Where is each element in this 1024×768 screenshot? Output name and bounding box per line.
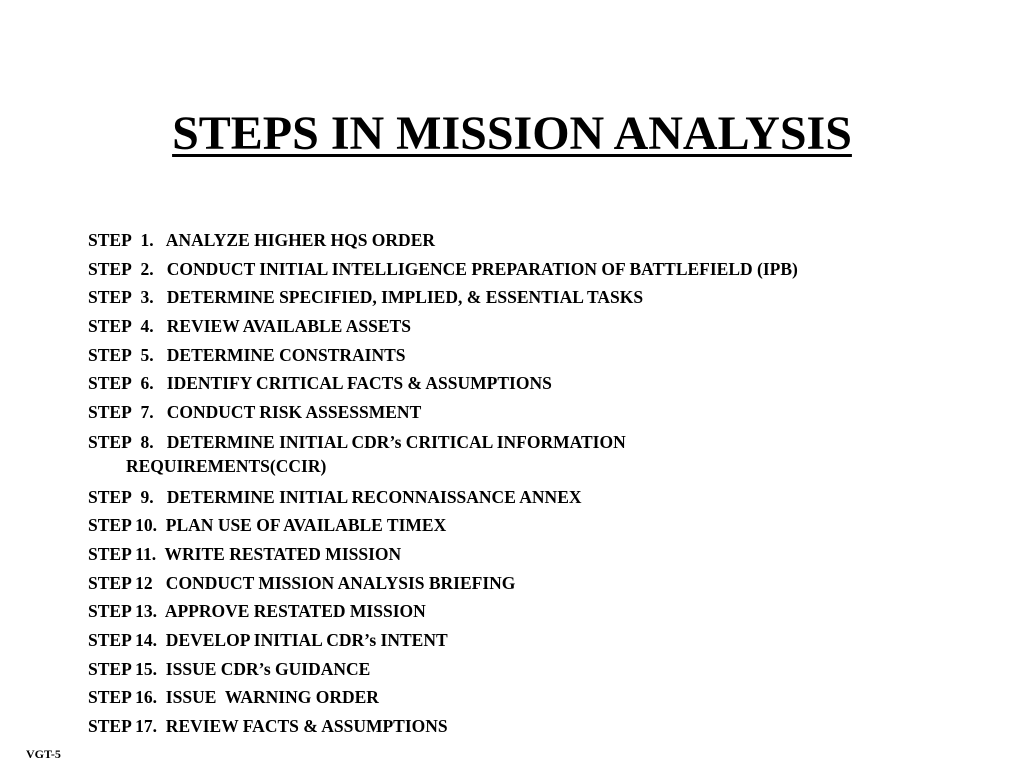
slide-footer-code: VGT-5 <box>26 747 61 761</box>
step-item-1: STEP 1. ANALYZE HIGHER HQS ORDER <box>88 230 436 250</box>
step-item-7: STEP 7. CONDUCT RISK ASSESSMENT <box>88 402 422 423</box>
step-item-14: STEP 14. DEVELOP INITIAL CDR’s INTENT <box>88 629 448 650</box>
step-item-8-line2: REQUIREMENTS(CCIR) <box>126 456 327 477</box>
step-item-16: STEP 16. ISSUE WARNING ORDER <box>88 687 379 708</box>
steps-list <box>88 229 988 744</box>
step-item-2: STEP 2. CONDUCT INITIAL INTELLIGENCE PREPARATION OF BATTLEFIELD (IPB) <box>88 258 798 279</box>
step-item-13: STEP 13. APPROVE RESTATED MISSION <box>88 601 426 622</box>
step-item-17: STEP 17. REVIEW FACTS & ASSUMPTIONS <box>88 716 448 736</box>
step-item-11: STEP 11. WRITE RESTATED MISSION <box>88 543 402 564</box>
step-item-9: STEP 9. DETERMINE INITIAL RECONNAISSANCE ANNEX <box>88 486 582 507</box>
slide-title <box>0 104 1024 164</box>
step-item-8-line1: STEP 8. DETERMINE INITIAL CDR’s CRITICAL INFORMATION <box>88 431 626 452</box>
step-item-8 <box>88 430 988 479</box>
step-item-4: STEP 4. REVIEW AVAILABLE ASSETS <box>88 316 411 337</box>
slide-title-text: STEPS IN MISSION ANALYSIS <box>172 107 852 160</box>
step-item-12: STEP 12 CONDUCT MISSION ANALYSIS BRIEFING <box>88 572 516 593</box>
step-item-6: STEP 6. IDENTIFY CRITICAL FACTS & ASSUMPTIONS <box>88 373 552 394</box>
step-item-3: STEP 3. DETERMINE SPECIFIED, IMPLIED, & ESSENTIAL TASKS <box>88 287 644 308</box>
step-item-5: STEP 5. DETERMINE CONSTRAINTS <box>88 344 406 365</box>
step-item-10: STEP 10. PLAN USE OF AVAILABLE TIMEX <box>88 515 447 536</box>
step-item-15: STEP 15. ISSUE CDR’s GUIDANCE <box>88 658 371 679</box>
